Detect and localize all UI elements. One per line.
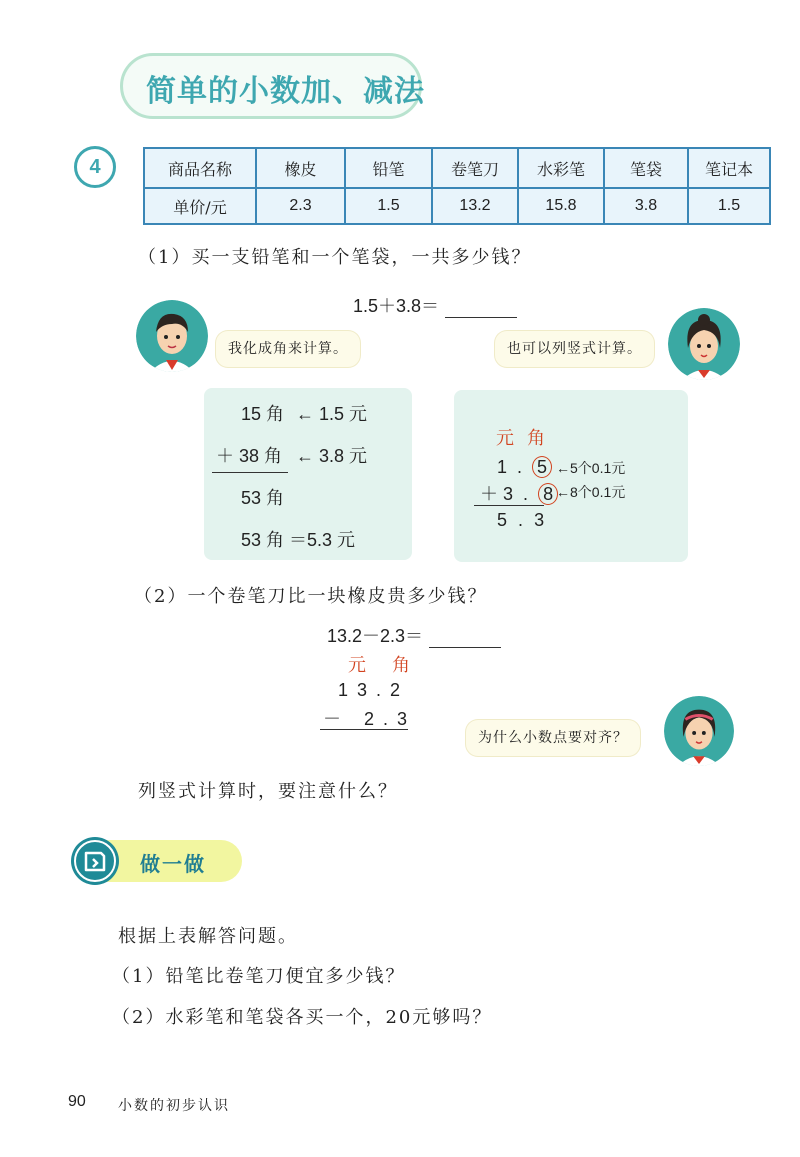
- girl-avatar-icon: [664, 696, 734, 766]
- table-header-cell: 笔袋: [604, 148, 688, 188]
- left-arrow-icon: ←: [556, 460, 570, 476]
- row-2-integer: 3: [503, 484, 514, 504]
- table-header-cell: 商品名称: [144, 148, 256, 188]
- practice-intro: 根据上表解答问题。: [118, 926, 298, 947]
- practice-item-2: （2）水彩笔和笔袋各买一个，20元够吗？: [112, 1007, 493, 1028]
- row-1-note: [556, 458, 625, 478]
- price-table: [143, 147, 771, 225]
- question-1-equation: [353, 292, 517, 318]
- subtraction-row-2: [323, 705, 409, 731]
- boy-avatar: [136, 300, 208, 372]
- vertical-row-2: [480, 480, 558, 506]
- question-2-text: （2）一个卷笔刀比一块橡皮贵多少钱？: [134, 586, 488, 607]
- table-price-cell: 1.5: [345, 188, 432, 224]
- subtraction-row-1: 1 3 . 2: [338, 680, 403, 700]
- equation-text: 1.5＋3.8＝: [353, 296, 440, 316]
- jiao-line-1-note-text: 1.5 元: [319, 404, 368, 424]
- table-price-row: [144, 188, 770, 224]
- sum-line: [212, 472, 288, 473]
- vertical-result: [497, 510, 544, 531]
- result-decimal: 3: [534, 510, 545, 530]
- example-number-badge: 4: [74, 146, 116, 188]
- jiao-conversion: 53 角 ＝5.3 元: [241, 530, 356, 550]
- table-price-cell: 1.5: [688, 188, 770, 224]
- row-1-decimal-circled: 5: [532, 456, 552, 478]
- table-row-label: 单价/元: [144, 188, 256, 224]
- answer-blank: [445, 296, 517, 318]
- jiao-line-1-note: [296, 400, 367, 426]
- girl-speech-bubble-2: 为什么小数点要对齐？: [466, 720, 640, 756]
- row-1-integer: 1: [497, 457, 508, 477]
- answer-blank: [429, 626, 501, 648]
- jiao-line-2: ＋ 38 角: [216, 446, 283, 466]
- page-number: 90: [68, 1093, 86, 1110]
- decimal-point: .: [517, 457, 523, 477]
- unit-yuan: 元: [348, 655, 366, 676]
- girl-avatar: [668, 308, 740, 380]
- plus-sign: ＋: [480, 484, 498, 504]
- unit-jiao: 角: [392, 655, 410, 676]
- jiao-result: 53 角: [241, 488, 285, 508]
- table-price-cell: 15.8: [518, 188, 604, 224]
- table-price-cell: 2.3: [256, 188, 345, 224]
- attention-question: 列竖式计算时，要注意什么？: [138, 781, 398, 802]
- chapter-name: 小数的初步认识: [118, 1098, 230, 1114]
- vertical-row-1: [497, 456, 552, 478]
- decimal-point: .: [518, 510, 524, 530]
- girl-avatar-2: [664, 696, 734, 766]
- decimal-point: .: [523, 484, 529, 504]
- girl-speech-bubble: 也可以列竖式计算。: [495, 331, 654, 367]
- left-arrow-icon: ←: [296, 404, 314, 424]
- practice-title: 做一做: [140, 852, 206, 876]
- boy-avatar-icon: [136, 300, 208, 372]
- row-2-decimal-circled: 8: [538, 483, 558, 505]
- table-header-cell: 卷笔刀: [432, 148, 518, 188]
- row-2-note-text: 8个0.1元: [570, 484, 626, 500]
- jiao-line-2-note-text: 3.8 元: [319, 446, 368, 466]
- difference-line: [320, 729, 408, 730]
- lesson-title: 简单的小数加、减法: [146, 74, 425, 109]
- girl-avatar-icon: [668, 308, 740, 380]
- result-integer: 5: [497, 510, 508, 530]
- jiao-line-2-note: [296, 442, 367, 468]
- sum-line: [474, 505, 544, 506]
- row-1-note-text: 5个0.1元: [570, 460, 626, 476]
- row-2-note: [556, 482, 625, 502]
- table-price-cell: 13.2: [432, 188, 518, 224]
- table-header-cell: 笔记本: [688, 148, 770, 188]
- subtraction-row-2-digits: 2 . 3: [364, 709, 410, 729]
- minus-sign: －: [323, 709, 341, 729]
- question-2-equation: [327, 622, 501, 648]
- table-header-cell: 水彩笔: [518, 148, 604, 188]
- boy-speech-bubble: 我化成角来计算。: [216, 331, 360, 367]
- table-header-row: [144, 148, 770, 188]
- table-header-cell: 橡皮: [256, 148, 345, 188]
- unit-yuan: 元: [496, 428, 514, 449]
- left-arrow-icon: ←: [296, 446, 314, 466]
- question-1-text: （1）买一支铅笔和一个笔袋，一共多少钱？: [138, 247, 532, 268]
- practice-badge: [71, 837, 119, 885]
- left-arrow-icon: ←: [556, 484, 570, 500]
- practice-pencil-icon: [71, 837, 119, 885]
- table-header-cell: 铅笔: [345, 148, 432, 188]
- unit-jiao: 角: [527, 428, 545, 449]
- jiao-line-1: 15 角: [241, 404, 285, 424]
- table-price-cell: 3.8: [604, 188, 688, 224]
- equation-text: 13.2－2.3＝: [327, 626, 424, 646]
- practice-item-1: （1）铅笔比卷笔刀便宜多少钱？: [112, 966, 406, 987]
